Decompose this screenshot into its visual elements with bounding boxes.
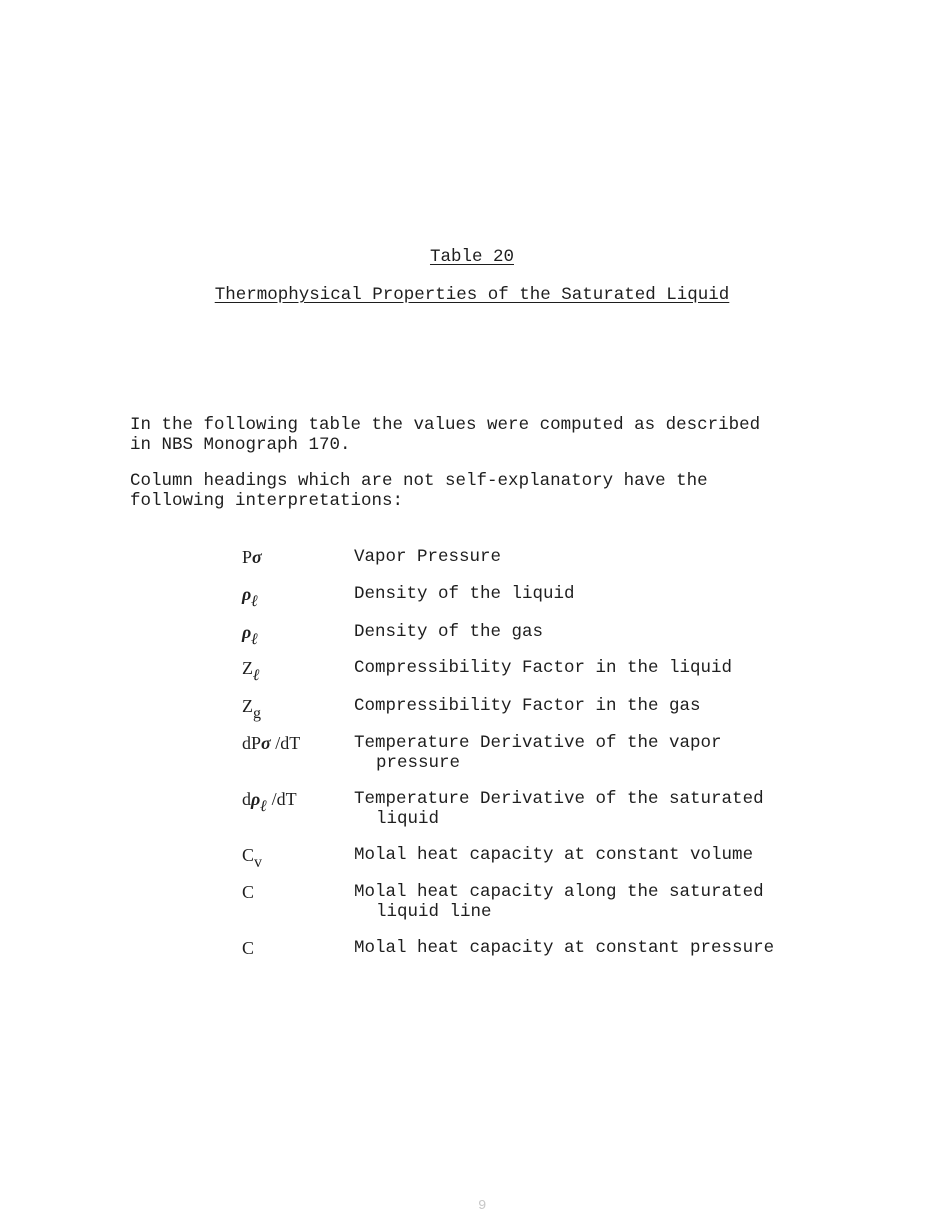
headings-note-line-1: Column headings which are not self-explanatory have the: [130, 471, 708, 491]
description-line: Molal heat capacity at constant volume: [354, 845, 754, 865]
description: [354, 789, 824, 829]
symbol: [242, 547, 342, 567]
intro-line-1: In the following table the values were computed as described: [130, 415, 761, 435]
symbol-base: C: [242, 845, 255, 865]
symbol-base: dP: [242, 733, 262, 753]
description-line: Temperature Derivative of the saturated: [354, 789, 764, 809]
description: [354, 696, 824, 716]
headings-note-line-2: following interpretations:: [130, 491, 404, 511]
description-line: Compressibility Factor in the liquid: [354, 658, 733, 678]
symbol: [242, 696, 342, 724]
symbol: [242, 882, 342, 902]
description: [354, 658, 824, 678]
symbol-subscript: ℓ: [251, 631, 259, 648]
page-number: 9: [478, 1198, 487, 1214]
description-line: Compressibility Factor in the gas: [354, 696, 701, 716]
description-line: Molal heat capacity at constant pressure: [354, 938, 775, 958]
description-line: Temperature Derivative of the vapor: [354, 733, 722, 753]
symbol-subscript: ℓ: [260, 798, 268, 815]
symbol-subscript: v: [254, 854, 263, 871]
description-line: Molal heat capacity along the saturated: [354, 882, 764, 902]
symbol-base: Z: [242, 658, 253, 678]
symbol: [242, 845, 342, 873]
table-title: [0, 285, 944, 305]
symbol: [242, 584, 342, 612]
symbol-base: ρ: [251, 789, 261, 809]
symbol-suffix: /dT: [275, 733, 301, 753]
table-label: [0, 247, 944, 267]
symbol: $d\rho_\ell$ /dT: [242, 789, 297, 815]
symbol-subscript: ℓ: [253, 667, 260, 684]
symbol-base: C: [242, 938, 255, 958]
description: [354, 733, 824, 773]
table-label-text: Table 20: [429, 247, 514, 267]
symbol: [242, 938, 342, 958]
symbol-base: Z: [242, 696, 253, 716]
symbol-subscript: σ: [252, 547, 262, 567]
symbol-subscript: σ: [261, 733, 271, 753]
intro-line-2: in NBS Monograph 170.: [130, 435, 351, 455]
symbol-base: P: [242, 547, 253, 567]
symbol-subscript: g: [253, 705, 261, 722]
description: [354, 882, 824, 922]
description: [354, 547, 824, 567]
description: [354, 584, 824, 604]
symbol: [242, 733, 342, 753]
symbol-base: ρ: [242, 584, 252, 604]
description: [354, 845, 824, 865]
description: [354, 622, 824, 642]
symbol-base: C: [242, 882, 255, 902]
table-title-text: Thermophysical Properties of the Saturated Liquid: [214, 285, 730, 305]
headings-note: [130, 471, 830, 511]
intro-paragraph: [130, 415, 830, 455]
description-line: Vapor Pressure: [354, 547, 502, 567]
symbol-base: ρ: [242, 622, 252, 642]
symbol: [242, 658, 342, 686]
description-continuation: liquid: [376, 809, 440, 829]
symbol-subscript: ℓ: [251, 593, 259, 610]
description: [354, 938, 824, 958]
description-line: Density of the liquid: [354, 584, 575, 604]
symbol-suffix: /dT: [271, 789, 297, 809]
description-line: Density of the gas: [354, 622, 544, 642]
symbol: [242, 622, 342, 650]
description-continuation: pressure: [376, 753, 461, 773]
description-continuation: liquid line: [376, 902, 492, 922]
